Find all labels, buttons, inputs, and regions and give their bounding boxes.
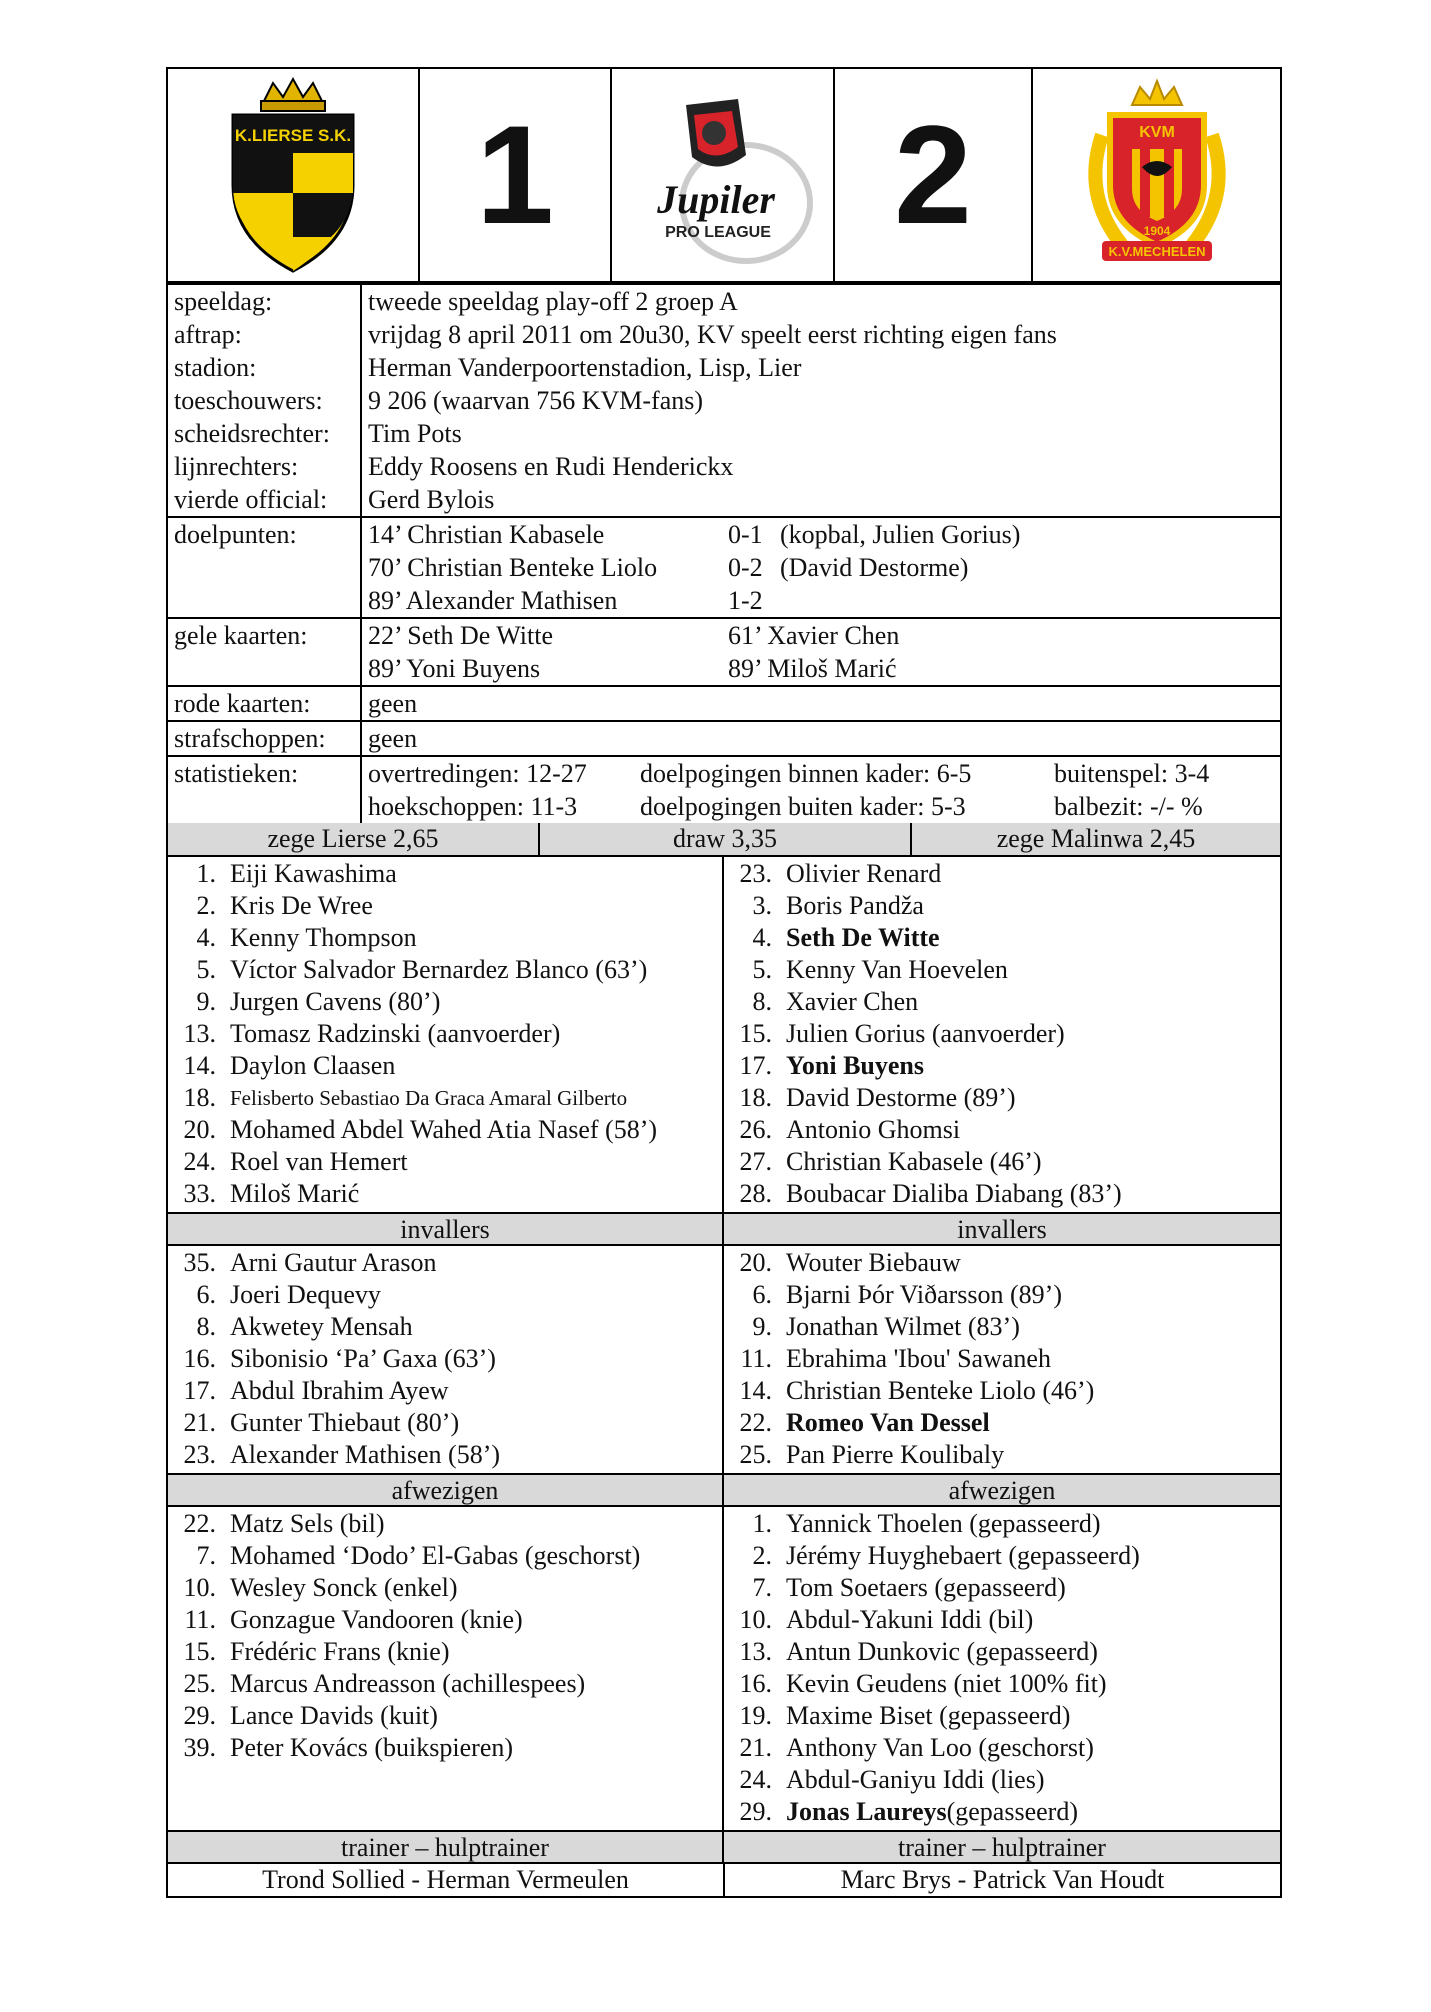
shirt-number: 14.	[183, 1051, 216, 1080]
player-name: Frédéric Frans (knie)	[230, 1637, 450, 1666]
info-value: tweede speeldag play-off 2 groep A	[361, 284, 1281, 318]
info-label: strafschoppen:	[167, 721, 361, 756]
player-name: Peter Kovács (buikspieren)	[230, 1733, 514, 1762]
player-name: Christian Benteke Liolo (46’)	[786, 1376, 1095, 1405]
statistics-row	[167, 756, 1281, 823]
player-row	[168, 1343, 722, 1375]
player-name: Felisberto Sebastiao Da Graca Amaral Gilberto	[230, 1086, 628, 1110]
shirt-number: 14.	[739, 1376, 772, 1405]
shirt-number: 29.	[183, 1701, 216, 1730]
stat-value: doelpogingen buiten kader: 5-3	[640, 792, 966, 821]
shirt-number: 22.	[183, 1509, 216, 1538]
player-row	[724, 890, 1280, 922]
player-name: Antonio Ghomsi	[786, 1115, 961, 1144]
player-name: Marcus Andreasson (achillespees)	[230, 1669, 586, 1698]
player-row	[724, 1018, 1280, 1050]
player-row	[724, 1796, 1280, 1828]
trainer-away: Marc Brys - Patrick Van Houdt	[840, 1865, 1165, 1894]
player-name: Matz Sels (bil)	[230, 1509, 385, 1538]
player-name: Yoni Buyens	[786, 1051, 924, 1080]
player-row	[168, 1732, 722, 1764]
shirt-number: 9.	[196, 987, 216, 1016]
info-value	[361, 756, 1281, 823]
player-name: Romeo Van Dessel	[786, 1408, 990, 1437]
player-name: Kris De Wree	[230, 891, 373, 920]
player-name: Xavier Chen	[786, 987, 919, 1016]
info-label: gele kaarten:	[167, 618, 361, 686]
yellow-card-home: 89’ Yoni Buyens	[368, 654, 541, 683]
stats-row	[368, 790, 1274, 823]
info-label: lijnrechters:	[167, 450, 361, 483]
shirt-number: 17.	[183, 1376, 216, 1405]
player-row	[168, 1407, 722, 1439]
info-value: 9 206 (waarvan 756 KVM-fans)	[361, 384, 1281, 417]
goal-scorer: 89’ Alexander Mathisen	[368, 586, 618, 615]
player-name: Maxime Biset (gepasseerd)	[786, 1701, 1071, 1730]
player-row	[168, 1439, 722, 1471]
player-row	[168, 1572, 722, 1604]
kvm-crest-icon	[1072, 75, 1242, 275]
absent-header	[166, 1473, 1282, 1507]
shirt-number: 21.	[183, 1408, 216, 1437]
info-row	[167, 384, 1281, 417]
player-row	[724, 1343, 1280, 1375]
goal-detail: (David Destorme)	[780, 553, 969, 582]
shirt-number: 24.	[183, 1147, 216, 1176]
shirt-number: 20.	[739, 1248, 772, 1277]
player-row	[724, 1732, 1280, 1764]
info-label: stadion:	[167, 351, 361, 384]
player-name: Alexander Mathisen (58’)	[230, 1440, 501, 1469]
away-score-cell	[835, 69, 1033, 281]
lineups	[166, 857, 1282, 1212]
score-header	[166, 67, 1282, 283]
player-name: Antun Dunkovic (gepasseerd)	[786, 1637, 1098, 1666]
info-label: scheidsrechter:	[167, 417, 361, 450]
info-label: doelpunten:	[167, 517, 361, 618]
shirt-number: 3.	[752, 891, 772, 920]
player-row	[168, 1540, 722, 1572]
player-name: Jonathan Wilmet (83’)	[786, 1312, 1020, 1341]
lineup-away	[724, 857, 1280, 1212]
player-row	[168, 1146, 722, 1178]
yellow-cards-row	[167, 618, 1281, 686]
stat-value: hoekschoppen: 11-3	[368, 792, 578, 821]
subs-header-home: invallers	[168, 1214, 724, 1244]
goal-score: 0-2	[728, 553, 763, 582]
player-row	[724, 1668, 1280, 1700]
info-label: toeschouwers:	[167, 384, 361, 417]
info-value: geen	[361, 686, 1281, 721]
penalties-row	[167, 721, 1281, 756]
player-name: Ebrahima 'Ibou' Sawaneh	[786, 1344, 1051, 1373]
stat-value: overtredingen: 12-27	[368, 759, 587, 788]
player-row	[724, 1572, 1280, 1604]
player-row	[724, 1178, 1280, 1210]
shirt-number: 16.	[739, 1669, 772, 1698]
trainer-header-home: trainer – hulptrainer	[168, 1832, 724, 1862]
player-row	[724, 1407, 1280, 1439]
absent-header-away: afwezigen	[948, 1476, 1056, 1505]
home-score: 1	[476, 96, 554, 253]
player-row	[168, 1050, 722, 1082]
shirt-number: 25.	[183, 1669, 216, 1698]
player-name: Jérémy Huyghebaert (gepasseerd)	[786, 1541, 1140, 1570]
absent-home	[168, 1507, 724, 1830]
shirt-number: 8.	[752, 987, 772, 1016]
shirt-number: 21.	[739, 1733, 772, 1762]
shirt-number: 7.	[196, 1541, 216, 1570]
goals-row	[167, 517, 1281, 618]
player-row	[168, 1247, 722, 1279]
lierse-logo	[168, 69, 420, 281]
player-name: Seth De Witte	[786, 923, 940, 952]
shirt-number: 27.	[739, 1147, 772, 1176]
shirt-number: 25.	[739, 1440, 772, 1469]
player-row	[168, 1508, 722, 1540]
player-row	[724, 1082, 1280, 1114]
player-row	[724, 858, 1280, 890]
trainer-header	[166, 1830, 1282, 1864]
shirt-number: 22.	[739, 1408, 772, 1437]
player-name: Víctor Salvador Bernardez Blanco (63’)	[230, 955, 648, 984]
player-row	[724, 1311, 1280, 1343]
yellow-card-home: 22’ Seth De Witte	[368, 621, 554, 650]
svg-text:Jupiler: Jupiler	[656, 177, 775, 222]
player-name: Mohamed ‘Dodo’ El-Gabas (geschorst)	[230, 1541, 641, 1570]
subs-header-away: invallers	[957, 1215, 1047, 1244]
info-value: Eddy Roosens en Rudi Henderickx	[361, 450, 1281, 483]
shirt-number: 15.	[183, 1637, 216, 1666]
player-name: David Destorme (89’)	[786, 1083, 1016, 1112]
player-row	[724, 1508, 1280, 1540]
player-row	[168, 1018, 722, 1050]
player-row	[168, 1082, 722, 1114]
player-name: Eiji Kawashima	[230, 859, 397, 888]
player-name: Kenny Thompson	[230, 923, 417, 952]
shirt-number: 18.	[739, 1083, 772, 1112]
info-row	[167, 351, 1281, 384]
player-name: Anthony Van Loo (geschorst)	[786, 1733, 1094, 1762]
goal-row	[368, 551, 1274, 584]
shirt-number: 10.	[183, 1573, 216, 1602]
info-value: Tim Pots	[361, 417, 1281, 450]
stats-row	[368, 757, 1274, 790]
player-row	[168, 1668, 722, 1700]
player-row	[724, 1700, 1280, 1732]
player-row	[724, 922, 1280, 954]
yellow-card-away: 89’ Miloš Marić	[728, 654, 897, 683]
player-name: Abdul-Yakuni Iddi (bil)	[786, 1605, 1034, 1634]
player-name: Daylon Claasen	[230, 1051, 396, 1080]
shirt-number: 18.	[183, 1083, 216, 1112]
player-row	[168, 1700, 722, 1732]
goal-scorer: 70’ Christian Benteke Liolo	[368, 553, 658, 582]
svg-text:1904: 1904	[1143, 224, 1170, 238]
lineup-home	[168, 857, 724, 1212]
shirt-number: 35.	[183, 1248, 216, 1277]
player-row	[724, 1375, 1280, 1407]
info-value	[361, 517, 1281, 618]
shirt-number: 13.	[183, 1019, 216, 1048]
home-score-cell	[420, 69, 612, 281]
shirt-number: 20.	[183, 1115, 216, 1144]
match-sheet	[166, 67, 1282, 1898]
shirt-number: 5.	[752, 955, 772, 984]
goal-row	[368, 518, 1274, 551]
player-row	[724, 1540, 1280, 1572]
player-row	[724, 1247, 1280, 1279]
info-value	[361, 618, 1281, 686]
shirt-number: 2.	[752, 1541, 772, 1570]
info-label: vierde official:	[167, 483, 361, 517]
shirt-number: 2.	[196, 891, 216, 920]
player-row	[168, 1311, 722, 1343]
info-value: Herman Vanderpoortenstadion, Lisp, Lier	[361, 351, 1281, 384]
player-note: (gepasseerd)	[946, 1797, 1078, 1826]
player-row	[168, 954, 722, 986]
info-row	[167, 284, 1281, 318]
shirt-number: 6.	[196, 1280, 216, 1309]
shirt-number: 15.	[739, 1019, 772, 1048]
player-name: Bjarni Þór Viðarsson (89’)	[786, 1280, 1062, 1309]
player-name: Sibonisio ‘Pa’ Gaxa (63’)	[230, 1344, 496, 1373]
info-value: vrijdag 8 april 2011 om 20u30, KV speelt eerst richting eigen fans	[361, 318, 1281, 351]
lierse-shield-icon	[223, 75, 363, 275]
player-row	[724, 1439, 1280, 1471]
stat-value: balbezit: -/- %	[1054, 792, 1203, 821]
absentees	[166, 1507, 1282, 1830]
player-row	[168, 1114, 722, 1146]
player-name: Boris Pandža	[786, 891, 924, 920]
shirt-number: 1.	[752, 1509, 772, 1538]
absent-away	[724, 1507, 1280, 1830]
shirt-number: 24.	[739, 1765, 772, 1794]
trainer-header-away: trainer – hulptrainer	[898, 1833, 1106, 1862]
shirt-number: 9.	[752, 1312, 772, 1341]
shirt-number: 13.	[739, 1637, 772, 1666]
odds-draw: draw 3,35	[540, 823, 912, 855]
player-name: Akwetey Mensah	[230, 1312, 413, 1341]
player-row	[724, 986, 1280, 1018]
player-row	[724, 1764, 1280, 1796]
player-row	[724, 1050, 1280, 1082]
info-row	[167, 318, 1281, 351]
player-name: Abdul-Ganiyu Iddi (lies)	[786, 1765, 1045, 1794]
shirt-number: 23.	[183, 1440, 216, 1469]
trainers	[166, 1864, 1282, 1898]
shirt-number: 39.	[183, 1733, 216, 1762]
player-name: Julien Gorius (aanvoerder)	[786, 1019, 1065, 1048]
subs-away	[724, 1246, 1280, 1473]
shirt-number: 26.	[739, 1115, 772, 1144]
player-name: Miloš Marić	[230, 1179, 360, 1208]
player-row	[724, 1636, 1280, 1668]
player-row	[168, 1279, 722, 1311]
info-value: geen	[361, 721, 1281, 756]
player-name: Jurgen Cavens (80’)	[230, 987, 441, 1016]
svg-text:KVM: KVM	[1138, 124, 1175, 141]
player-name: Tomasz Radzinski (aanvoerder)	[230, 1019, 561, 1048]
goal-detail: (kopbal, Julien Gorius)	[780, 520, 1021, 549]
yellow-card-row	[368, 619, 1274, 652]
player-name: Gonzague Vandooren (knie)	[230, 1605, 523, 1634]
info-label: aftrap:	[167, 318, 361, 351]
subs-home	[168, 1246, 724, 1473]
player-name: Jonas Laureys	[786, 1797, 947, 1826]
player-row	[724, 1146, 1280, 1178]
shirt-number: 33.	[183, 1179, 216, 1208]
player-name: Arni Gautur Arason	[230, 1248, 437, 1277]
player-name: Olivier Renard	[786, 859, 942, 888]
goal-row	[368, 584, 1274, 617]
player-name: Wesley Sonck (enkel)	[230, 1573, 458, 1602]
player-name: Boubacar Dialiba Diabang (83’)	[786, 1179, 1122, 1208]
kvm-logo	[1033, 69, 1280, 281]
goal-scorer: 14’ Christian Kabasele	[368, 520, 605, 549]
shirt-number: 28.	[739, 1179, 772, 1208]
player-name: Pan Pierre Koulibaly	[786, 1440, 1005, 1469]
jupiler-pro-league-icon	[628, 85, 818, 265]
shirt-number: 16.	[183, 1344, 216, 1373]
shirt-number: 4.	[752, 923, 772, 952]
shirt-number: 11.	[184, 1605, 216, 1634]
player-name: Christian Kabasele (46’)	[786, 1147, 1042, 1176]
player-row	[168, 1604, 722, 1636]
shirt-number: 5.	[196, 955, 216, 984]
player-name: Kenny Van Hoevelen	[786, 955, 1008, 984]
player-name: Kevin Geudens (niet 100% fit)	[786, 1669, 1107, 1698]
info-label: speeldag:	[167, 284, 361, 318]
player-row	[724, 1114, 1280, 1146]
player-name: Abdul Ibrahim Ayew	[230, 1376, 449, 1405]
player-row	[724, 1279, 1280, 1311]
info-row	[167, 417, 1281, 450]
player-name: Tom Soetaers (gepasseerd)	[786, 1573, 1066, 1602]
player-row	[168, 858, 722, 890]
info-row	[167, 450, 1281, 483]
match-info-table	[166, 283, 1282, 823]
stat-value: doelpogingen binnen kader: 6-5	[640, 759, 972, 788]
player-row	[168, 986, 722, 1018]
player-row	[168, 1375, 722, 1407]
player-name: Yannick Thoelen (gepasseerd)	[786, 1509, 1101, 1538]
subs-header	[166, 1212, 1282, 1246]
player-name: Joeri Dequevy	[230, 1280, 381, 1309]
shirt-number: 17.	[739, 1051, 772, 1080]
svg-text:PRO LEAGUE: PRO LEAGUE	[664, 224, 771, 241]
absent-header-home: afwezigen	[168, 1475, 724, 1505]
player-row	[168, 1178, 722, 1210]
player-row	[168, 922, 722, 954]
odds-bar	[166, 823, 1282, 857]
player-row	[168, 1636, 722, 1668]
player-row	[724, 1604, 1280, 1636]
shirt-number: 10.	[739, 1605, 772, 1634]
player-name: Gunter Thiebaut (80’)	[230, 1408, 460, 1437]
shirt-number: 4.	[196, 923, 216, 952]
shirt-number: 23.	[739, 859, 772, 888]
player-name: Mohamed Abdel Wahed Atia Nasef (58’)	[230, 1115, 658, 1144]
shirt-number: 7.	[752, 1573, 772, 1602]
odds-away: zege Malinwa 2,45	[996, 824, 1196, 853]
league-logo	[612, 69, 835, 281]
shirt-number: 29.	[739, 1797, 772, 1826]
shirt-number: 19.	[739, 1701, 772, 1730]
red-cards-row	[167, 686, 1281, 721]
player-row	[168, 890, 722, 922]
odds-home: zege Lierse 2,65	[168, 823, 540, 855]
shirt-number: 8.	[196, 1312, 216, 1341]
goal-score: 0-1	[728, 520, 763, 549]
player-name: Roel van Hemert	[230, 1147, 408, 1176]
svg-text:K.LIERSE S.K.: K.LIERSE S.K.	[234, 126, 352, 145]
trainer-home: Trond Sollied - Herman Vermeulen	[168, 1864, 725, 1896]
shirt-number: 11.	[740, 1344, 772, 1373]
goal-score: 1-2	[728, 586, 763, 615]
svg-text:K.V.MECHELEN: K.V.MECHELEN	[1107, 244, 1206, 259]
info-label: rode kaarten:	[167, 686, 361, 721]
info-value: Gerd Bylois	[361, 483, 1281, 517]
substitutes	[166, 1246, 1282, 1473]
info-label: statistieken:	[167, 756, 361, 823]
info-row	[167, 483, 1281, 517]
player-row	[724, 954, 1280, 986]
player-name: Wouter Biebauw	[786, 1248, 961, 1277]
shirt-number: 6.	[752, 1280, 772, 1309]
player-name: Lance Davids (kuit)	[230, 1701, 438, 1730]
away-score: 2	[894, 96, 972, 253]
shirt-number: 1.	[196, 859, 216, 888]
stat-value: buitenspel: 3-4	[1054, 759, 1210, 788]
yellow-card-away: 61’ Xavier Chen	[728, 621, 900, 650]
yellow-card-row	[368, 652, 1274, 685]
